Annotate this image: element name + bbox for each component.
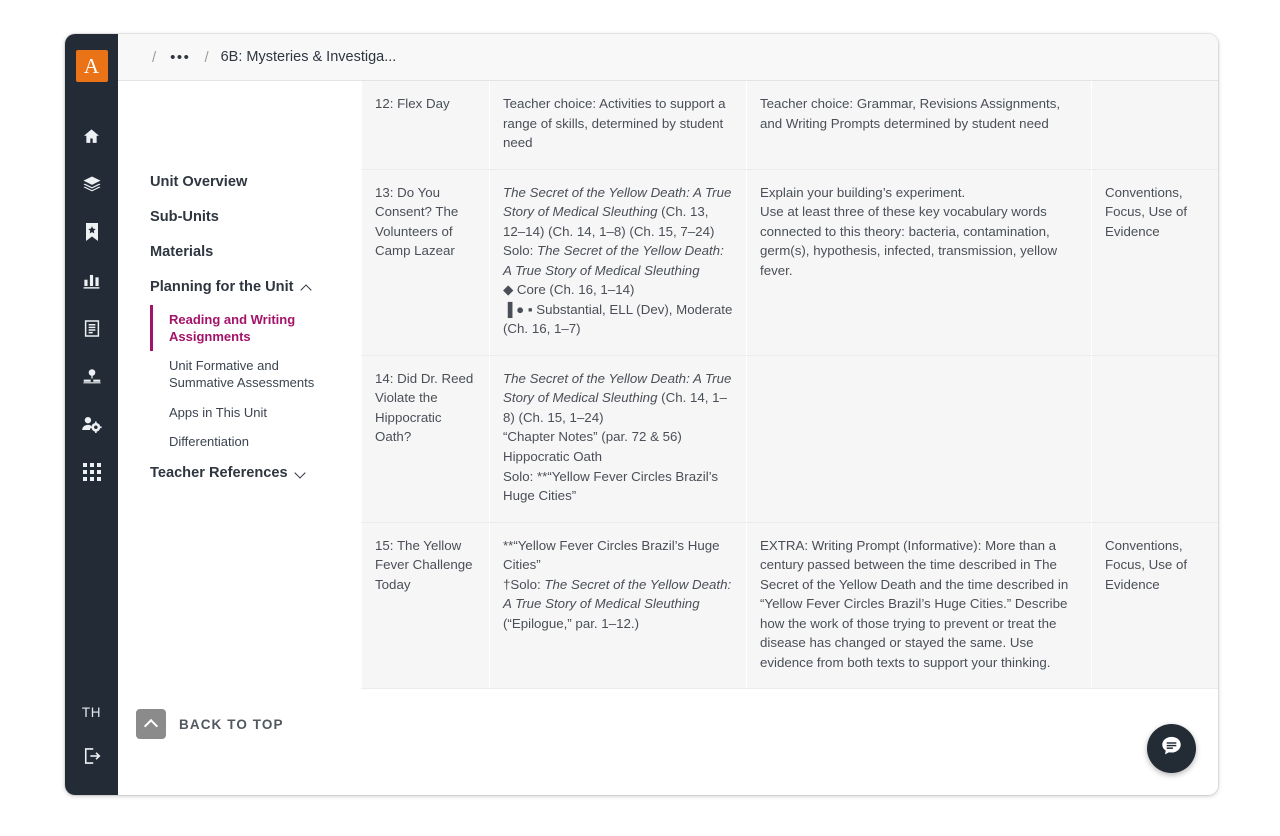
table-row	[362, 522, 1219, 689]
rail-item-home[interactable]	[65, 112, 118, 160]
sidebar-item-label: Planning for the Unit	[150, 278, 294, 295]
rail-bottom-group	[65, 691, 118, 781]
table-row	[362, 81, 1219, 169]
sidebar-item-label: Materials	[150, 243, 214, 260]
sidebar-item-planning-for-the-unit[interactable]	[128, 270, 361, 305]
grid-icon	[83, 463, 101, 481]
rail-item-documents[interactable]	[65, 304, 118, 352]
rail-item-account-settings[interactable]	[65, 400, 118, 448]
cell-lesson: 15: The Yellow Fever Challenge Today	[362, 522, 490, 689]
main-body	[118, 34, 1218, 795]
chevron-up-icon	[136, 709, 166, 739]
sidebar-item-sub-units[interactable]	[128, 200, 361, 235]
sidebar-item-apps-in-this-unit[interactable]	[150, 398, 350, 427]
back-to-top-label: BACK TO TOP	[179, 716, 284, 732]
cell-reading: Teacher choice: Activities to support a range of skills, determined by student need	[490, 81, 747, 169]
cell-lesson: 13: Do You Consent? The Volunteers of Camp Lazear	[362, 169, 490, 355]
breadcrumb-ellipsis[interactable]: •••	[170, 48, 191, 66]
sidebar-subitem-label: Reading and Writing Assignments	[169, 311, 296, 345]
logout-button[interactable]	[65, 735, 118, 781]
sidebar-subitem-label: Differentiation	[169, 433, 249, 449]
sidebar-item-unit-overview[interactable]	[128, 165, 361, 200]
sidebar-subitem-label: Apps in This Unit	[169, 404, 268, 420]
rail-item-curriculum[interactable]	[65, 160, 118, 208]
cell-writing: Teacher choice: Grammar, Revisions Assignments, and Writing Prompts determined by student need	[747, 81, 1092, 169]
section-nav-sublist	[128, 305, 361, 456]
chevron-up-icon	[302, 282, 313, 293]
breadcrumb-current-unit[interactable]: 6B: Mysteries & Investiga...	[220, 49, 397, 65]
rail-icon-list	[65, 112, 118, 496]
cell-lesson: 14: Did Dr. Reed Violate the Hippocratic Oath?	[362, 355, 490, 522]
cell-skills	[1092, 81, 1219, 169]
app-window	[65, 34, 1218, 795]
cell-skills	[1092, 355, 1219, 522]
assignments-table	[361, 81, 1218, 689]
content-row	[118, 81, 1218, 795]
assignments-table-container[interactable]	[361, 81, 1218, 795]
chevron-down-icon	[296, 468, 307, 479]
user-settings-icon	[81, 415, 102, 434]
document-icon	[83, 319, 101, 338]
sidebar-item-label: Sub-Units	[150, 208, 219, 225]
cell-writing	[747, 355, 1092, 522]
breadcrumb-separator-2: /	[204, 48, 209, 66]
book-light-icon	[82, 367, 102, 386]
sidebar-item-unit-formative-and-summative-assessments[interactable]	[150, 351, 350, 397]
top-bar	[118, 34, 1218, 81]
cell-skills: Conventions, Focus, Use of Evidence	[1092, 169, 1219, 355]
breadcrumb-separator-1: /	[152, 48, 157, 66]
home-icon	[82, 127, 101, 146]
cell-lesson: 12: Flex Day	[362, 81, 490, 169]
cell-writing: Explain your building’s experiment. Use at least three of these key vocabulary words connected to this theory: bacteria, contamination, germ(s), hypothesis, infected, transmission, yellow fever.	[747, 169, 1092, 355]
sidebar-item-differentiation[interactable]	[150, 427, 350, 456]
sidebar-item-reading-and-writing-assignments[interactable]	[150, 305, 350, 351]
rail-item-apps[interactable]	[65, 448, 118, 496]
rail-item-reports[interactable]	[65, 256, 118, 304]
sidebar-subitem-label: Unit Formative and Summative Assessments	[169, 358, 315, 391]
rail-item-bookmarks[interactable]	[65, 208, 118, 256]
cell-reading: **“Yellow Fever Circles Brazil’s Huge Cities” †Solo: The Secret of the Yellow Death: A True Story of Medical Sleuthing (“Epilogue,” par. 1–12.)	[490, 522, 747, 689]
cell-skills: Conventions, Focus, Use of Evidence	[1092, 522, 1219, 689]
cell-reading: The Secret of the Yellow Death: A True Story of Medical Sleuthing (Ch. 14, 1–8) (Ch. 15, 1–24) “Chapter Notes” (par. 72 & 56) Hippocratic Oath Solo: **“Yellow Fever Circles Brazil’s Huge Cities”	[490, 355, 747, 522]
icon-rail	[65, 34, 118, 795]
assignments-table-body	[362, 81, 1219, 689]
app-logo[interactable]: A	[76, 50, 108, 82]
breadcrumb	[140, 49, 396, 66]
table-row	[362, 169, 1219, 355]
sidebar-item-label: Teacher References	[150, 464, 288, 481]
cell-writing: EXTRA: Writing Prompt (Informative): More than a century passed between the time described in The Secret of the Yellow Death and the time described in “Yellow Fever Circles Brazil’s Huge Cities.” Describe how the work of those trying to prevent or treat the disease has changed or stayed the same. Use evidence from both texts to support your thinking.	[747, 522, 1092, 689]
chat-bubble-icon	[1159, 734, 1184, 764]
layers-icon	[82, 174, 102, 194]
bar-chart-icon	[82, 271, 101, 290]
section-nav-list	[118, 165, 361, 491]
chat-bubble-button[interactable]	[1147, 724, 1196, 773]
sidebar-item-label: Unit Overview	[150, 174, 248, 190]
section-nav	[118, 81, 361, 795]
bookmark-star-icon	[83, 222, 101, 242]
logout-icon	[82, 746, 102, 771]
back-to-top-button[interactable]	[136, 709, 284, 739]
sidebar-item-materials[interactable]	[128, 235, 361, 270]
user-avatar-initials[interactable]: TH	[81, 705, 102, 720]
cell-reading: The Secret of the Yellow Death: A True Story of Medical Sleuthing (Ch. 13, 12–14) (Ch. 14, 1–8) (Ch. 15, 7–24) Solo: The Secret of the Yellow Death: A True Story of Medical Sleuthing ◆ Core (Ch. 16, 1–14) ▐ ● ▪ Substantial, ELL (Dev), Moderate (Ch. 16, 1–7)	[490, 169, 747, 355]
sidebar-item-teacher-references[interactable]	[128, 456, 361, 491]
table-row	[362, 355, 1219, 522]
rail-item-library[interactable]	[65, 352, 118, 400]
